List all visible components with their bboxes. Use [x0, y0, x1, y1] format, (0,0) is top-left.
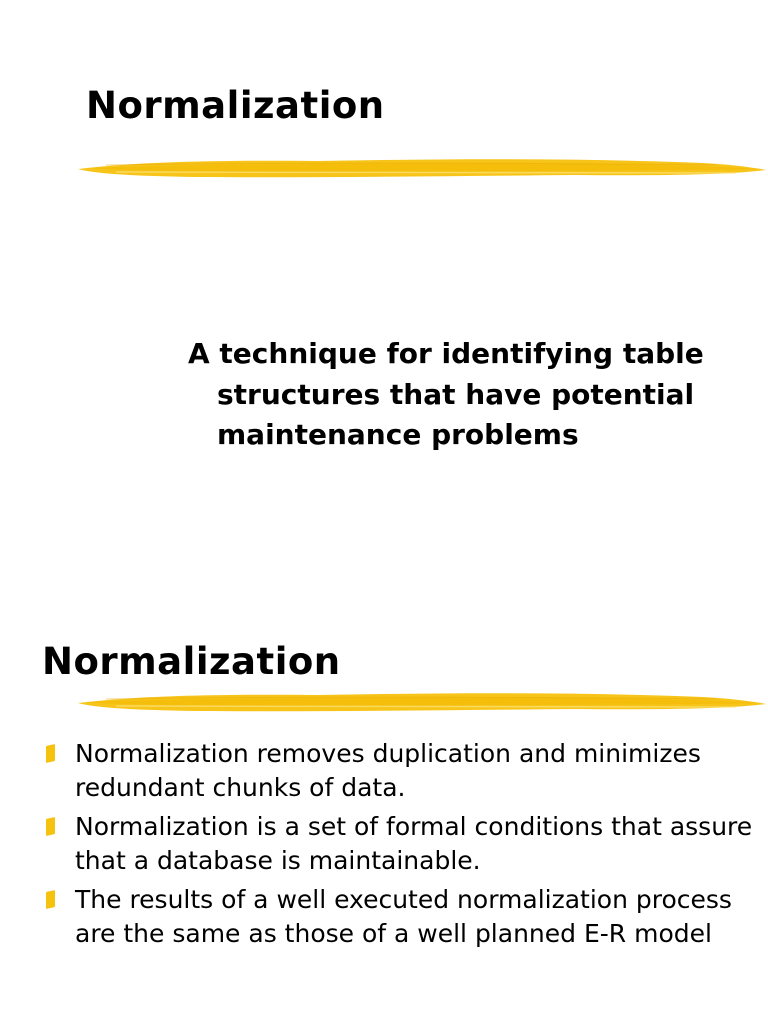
bullet-item [44, 737, 759, 805]
yellow-bar-bullet-icon [46, 744, 55, 763]
slide-1-title: Normalization [86, 84, 385, 127]
slide-1-statement: A technique for identifying table structures that have potential maintenance problems [188, 337, 704, 451]
yellow-brush-stroke-icon [76, 688, 768, 716]
bullet-text: Normalization is a set of formal conditions that assure that a database is maintainable. [75, 812, 753, 875]
bullet-text: Normalization removes duplication and minimizes redundant chunks of data. [75, 739, 701, 802]
yellow-bar-bullet-icon [46, 817, 55, 836]
bullet-item [44, 883, 759, 951]
bullet-item [44, 810, 759, 878]
yellow-bar-bullet-icon [46, 890, 55, 909]
slide-2-title: Normalization [42, 640, 341, 683]
yellow-brush-stroke-icon [76, 154, 768, 182]
bullet-list [44, 737, 759, 956]
slide-2 [0, 512, 768, 1024]
bullet-text: The results of a well executed normalization process are the same as those of a well planned E-R model [75, 885, 732, 948]
